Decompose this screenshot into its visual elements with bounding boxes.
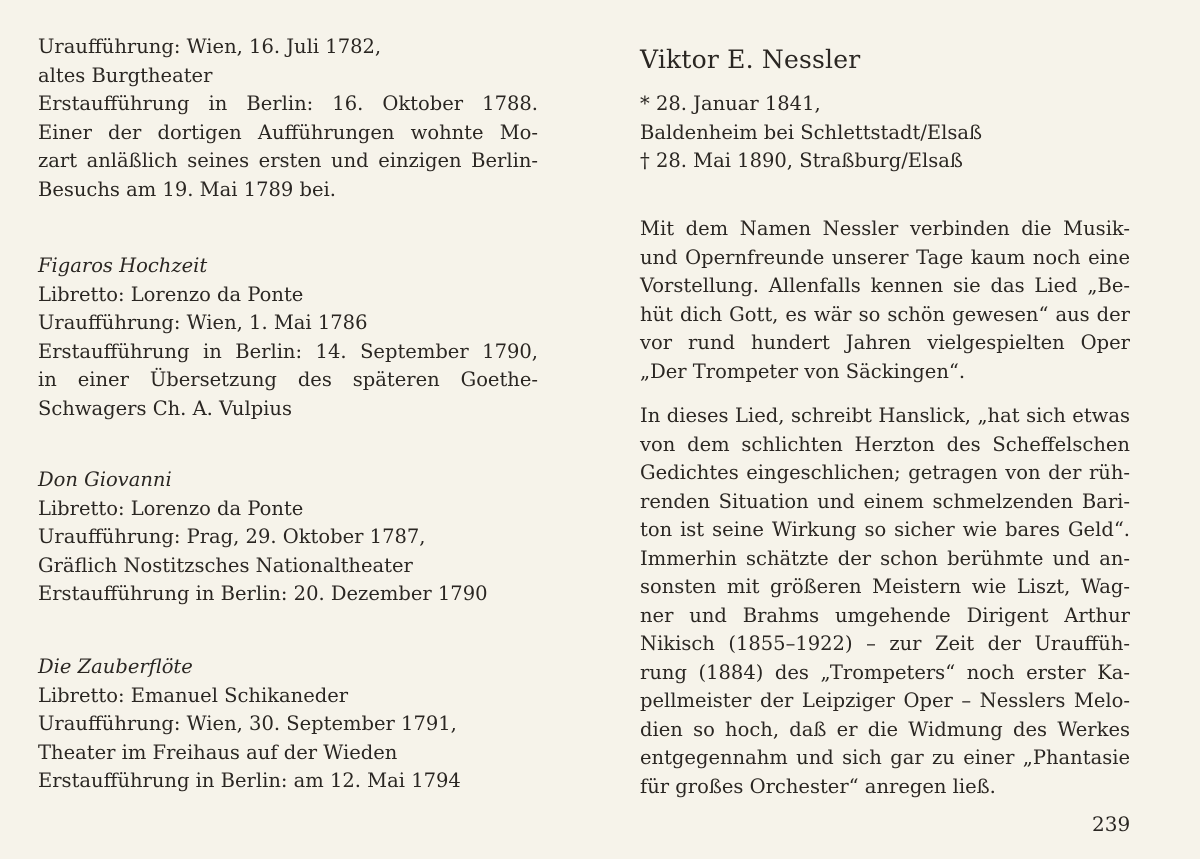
text-line: Uraufführung: Wien, 30. September 1791, bbox=[38, 712, 457, 735]
text-line: zart anläßlich seines ersten und einzigen Berlin- bbox=[38, 149, 538, 172]
text-line: Theater im Freihaus auf der Wieden bbox=[38, 740, 398, 764]
text-line: und Opernfreunde unserer Tage kaum noch eine bbox=[640, 245, 1130, 269]
bio-line: † 28. Mai 1890, Straßburg/Elsaß bbox=[640, 149, 963, 172]
text-line: sonsten mit größeren Meistern wie Liszt, Wag- bbox=[640, 575, 1130, 598]
text-line: Gedichtes eingeschlichen; getragen von der rüh- bbox=[640, 461, 1130, 484]
text-line: pellmeister der Leipziger Oper – Nesslers Melo- bbox=[640, 689, 1130, 712]
bio-line: * 28. Januar 1841, bbox=[640, 92, 821, 115]
entry-don-giovanni bbox=[38, 466, 538, 609]
bio-line: Baldenheim bei Schlettstadt/Elsaß bbox=[640, 120, 983, 144]
text-line: Vorstellung. Allenfalls kennen sie das Lied „Be- bbox=[640, 274, 1130, 297]
text-line: renden Situation und einem schmelzenden Bari- bbox=[640, 489, 1130, 513]
text-line: Erstaufführung in Berlin: 14. September 1790, bbox=[38, 339, 538, 363]
opera-title: Figaros Hochzeit bbox=[38, 254, 208, 277]
paragraph-2 bbox=[640, 402, 1130, 801]
text-line: Schwagers Ch. A. Vulpius bbox=[38, 396, 292, 420]
text-line: altes Burgtheater bbox=[38, 63, 213, 87]
text-line: Erstaufführung in Berlin: am 12. Mai 1794 bbox=[38, 769, 461, 792]
text-line: Libretto: Emanuel Schikaneder bbox=[38, 683, 349, 707]
entry-figaro bbox=[38, 252, 538, 423]
text-line: Erstaufführung in Berlin: 16. Oktober 1788. bbox=[38, 92, 538, 115]
text-line: in einer Übersetzung des späteren Goethe- bbox=[38, 368, 538, 391]
composer-bio bbox=[640, 90, 1130, 176]
entry-zauberfloete bbox=[38, 653, 538, 796]
text-line: vor rund hundert Jahren vielgespielten Oper bbox=[640, 331, 1130, 354]
text-line: ner und Brahms umgehende Dirigent Arthur bbox=[640, 603, 1130, 627]
text-line: Uraufführung: Wien, 16. Juli 1782, bbox=[38, 35, 382, 58]
text-line: Einer der dortigen Aufführungen wohnte Mo- bbox=[38, 120, 538, 144]
text-line: Gräflich Nostitzsches Nationaltheater bbox=[38, 553, 413, 577]
text-line: Nikisch (1855–1922) – zur Zeit der Urauffüh- bbox=[640, 632, 1130, 655]
text-line: Libretto: Lorenzo da Ponte bbox=[38, 282, 304, 306]
text-line: entgegennahm und sich gar zu einer „Phantasie bbox=[640, 746, 1130, 769]
text-line: Uraufführung: Wien, 1. Mai 1786 bbox=[38, 311, 368, 334]
text-line: In dieses Lied, schreibt Hanslick, „hat sich etwas bbox=[640, 404, 1130, 427]
text-line: Besuchs am 19. Mai 1789 bei. bbox=[38, 177, 336, 201]
text-line: hüt dich Gott, es wär so schön gewesen“ aus der bbox=[640, 302, 1130, 326]
text-line: „Der Trompeter von Säckingen“. bbox=[640, 359, 966, 383]
opera-title: Don Giovanni bbox=[38, 468, 172, 491]
text-line: Uraufführung: Prag, 29. Oktober 1787, bbox=[38, 525, 426, 548]
text-line: Erstaufführung in Berlin: 20. Dezember 1790 bbox=[38, 582, 488, 605]
text-line: Mit dem Namen Nessler verbinden die Musik- bbox=[640, 217, 1130, 240]
text-line: ton ist seine Wirkung so sicher wie bares Geld“. bbox=[640, 518, 1130, 541]
page-number: 239 bbox=[1092, 812, 1131, 836]
text-line: von dem schlichten Herzton des Scheffelschen bbox=[640, 432, 1130, 456]
text-line: rung (1884) des „Trompeters“ noch erster Ka- bbox=[640, 660, 1130, 684]
text-line: Libretto: Lorenzo da Ponte bbox=[38, 496, 304, 520]
composer-heading: Viktor E. Nessler bbox=[640, 45, 861, 74]
paragraph-1 bbox=[640, 215, 1130, 386]
text-line: dien so hoch, daß er die Widmung des Werkes bbox=[640, 717, 1130, 741]
text-line: Immerhin schätzte der schon berühmte und an- bbox=[640, 546, 1130, 570]
opera-title: Die Zauberflöte bbox=[38, 655, 193, 678]
text-line: für großes Orchester“ anregen ließ. bbox=[640, 774, 996, 798]
entry-entfuehrung bbox=[38, 33, 538, 204]
